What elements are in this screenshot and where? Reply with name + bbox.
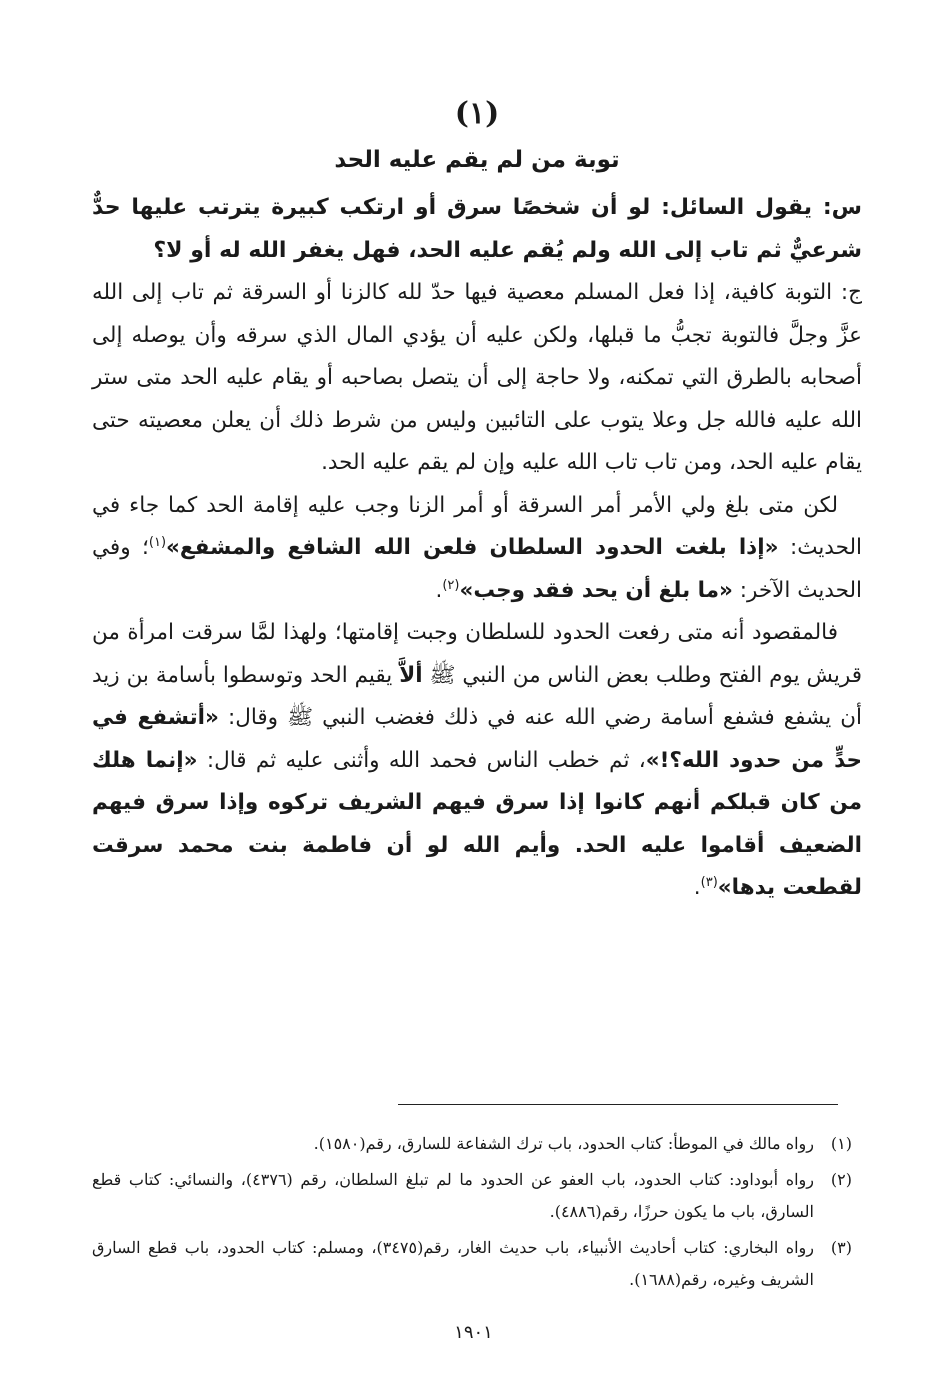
- page-number: ١٩٠١: [454, 1322, 493, 1343]
- hadith-quote-3: «أتشفع في حدٍّ من حدود الله؟!»: [92, 705, 862, 773]
- p3-part-a: فالمقصود أنه متى رفعت الحدود للسلطان وجبت إقامتها؛ ولهذا لمَّا سرقت امرأة من قريش يوم الفتح وطلب بعض الناس من النبي ﷺ: [92, 620, 863, 688]
- p2-intro: لكن متى بلغ ولي الأمر أمر السرقة أو أمر الزنا وجب عليه إقامة الحد كما جاء في الحديث:: [92, 492, 862, 560]
- chapter-title: توبة من لم يقم عليه الحد: [334, 147, 620, 173]
- footnote-number: (٢): [830, 1170, 852, 1189]
- p3-end: .: [693, 875, 701, 900]
- page-content: [92, 92, 862, 910]
- chapter-number: (١): [454, 96, 500, 131]
- footnote-number: (٣): [830, 1238, 852, 1257]
- hadith-quote-1: «إذا بلغت الحدود السلطان فلعن الله الشافع والمشفع»: [166, 535, 779, 560]
- answer-paragraph-3: [92, 612, 862, 910]
- footnote-divider: [398, 1104, 838, 1105]
- p2-mid: ؛ وفي الحديث الآخر:: [92, 535, 862, 603]
- p3-part-c: يقيم الحد وتوسطوا بأسامة بن زيد أن يشفع فشفع أسامة رضي الله عنه في ذلك فغضب النبي ﷺ وقال:: [92, 662, 862, 730]
- footnote-text: رواه البخاري: كتاب أحاديث الأنبياء، باب حديث الغار، رقم(٣٤٧٥)، ومسلم: كتاب الحدود، باب قطع السارق الشريف وغيره، رقم(١٦٨٨).: [92, 1238, 815, 1289]
- footnote-ref-3[interactable]: (٣): [700, 874, 718, 890]
- footnote-number: (١): [830, 1134, 852, 1153]
- footnote-2: [92, 1164, 852, 1228]
- footnotes: [92, 1128, 852, 1300]
- hadith-quote-4: «إنما هلك من كان قبلكم أنهم كانوا إذا سرق فيهم الشريف تركوه وإذا سرق فيهم الضعيف أقاموا عليه الحد. وأيم الله لو أن فاطمة بنت محمد سرقت لقطعت يدها»: [92, 747, 862, 900]
- p3-emphasis: ألاَّ: [399, 662, 423, 688]
- p2-end: .: [435, 577, 443, 603]
- body-text: [92, 186, 862, 910]
- p3-part-d: ، ثم خطب الناس فحمد الله وأثنى عليه ثم قال:: [197, 747, 646, 773]
- answer-paragraph-1: ج: التوبة كافية، إذا فعل المسلم معصية فيها حدّ لله كالزنا أو السرقة ثم تاب إلى الله عزَّ وجلَّ فالتوبة تجبُّ ما قبلها، ولكن عليه أن يؤدي المال الذي سرقه وأن يوصله إلى أصحابه بالطرق التي تمكنه، ولا حاجة إلى أن يتصل بصاحبه أو يقام عليه الحد متى ستر الله عليه فالله جل وعلا يتوب على التائبين وليس من شرط ذلك أن يعلن معصيته حتى يقام عليه الحد، ومن تاب تاب الله عليه وإن لم يقم عليه الحد.: [92, 280, 862, 475]
- footnote-text: رواه أبوداود: كتاب الحدود، باب العفو عن الحدود ما لم تبلغ السلطان، رقم (٤٣٧٦)، والنسائي: كتاب قطع السارق، باب ما يكون حرزًا، رقم(٤٨٨٦).: [92, 1170, 814, 1221]
- footnote-ref-1[interactable]: (١): [148, 534, 167, 550]
- footnote-1: [92, 1128, 852, 1160]
- answer-paragraph-2: [92, 485, 862, 613]
- footnote-text: رواه مالك في الموطأ: كتاب الحدود، باب ترك الشفاعة للسارق، رقم(١٥٨٠).: [313, 1134, 814, 1153]
- footnote-3: [92, 1232, 852, 1296]
- question-paragraph: س: يقول السائل: لو أن شخصًا سرق أو ارتكب كبيرة يترتب عليها حدٌّ شرعيٌّ ثم تاب إلى الله ولم يُقم عليه الحد، فهل يغفر الله له أو لا؟: [92, 195, 862, 263]
- footnote-ref-2[interactable]: (٢): [442, 577, 460, 593]
- hadith-quote-2: «ما بلغ أن يحد فقد وجب»: [459, 577, 733, 603]
